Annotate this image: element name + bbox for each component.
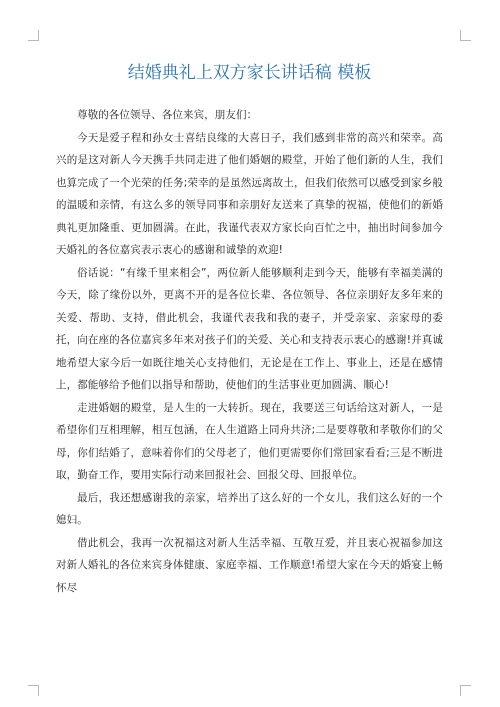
crop-mark-bottom-left	[28, 685, 39, 696]
crop-mark-bottom-right	[460, 685, 471, 696]
paragraph: 走进婚姻的殿堂，是人生的一大转折。现在，我要送三句话给这对新人，一是希望你们互相理解，相互包涵，在人生道路上同舟共济;二是要尊敬和孝敬你们的父母，你们结婚了，意味着你们的父母老了，他们更需要你们常回家看看;三是不断进取，勤奋工作，要用实际行动来回报社会、回报父母、回报单位。	[56, 401, 443, 481]
crop-mark-top-left	[28, 30, 39, 41]
paragraph-salutation: 尊敬的各位领导、各位来宾，朋友们：	[77, 109, 258, 121]
paragraph: 俗话说：“有缘千里来相会”，两位新人能够顺利走到今天，能够有幸福美满的今天，除了缘份以外，更离不开的是各位长辈、各位领导、各位亲朋好友多年来的关爱、帮助、支持，借此机会，我谨代表我和我的妻子，并受亲家、亲家母的委托，向在座的各位嘉宾多年来对孩子们的关爱、关心和支持表示衷心的感谢!并真诚地希望大家今后一如既往地关心支持他们，无论是在工作上、事业上，还是在感情上，都能够给予他们以指导和帮助，使他们的生活事业更加圆满、顺心!	[56, 266, 443, 391]
paragraph: 最后，我还想感谢我的亲家，培养出了这么好的一个女儿，我们这么好的一个媳妇。	[56, 491, 443, 526]
paragraph: 今天是爱子程和孙女士喜结良缘的大喜日子，我们感到非常的高兴和荣幸。高兴的是这对新人今天携手共同走进了他们婚姻的殿堂，开始了他们新的人生，我们也算完成了一个光荣的任务;荣幸的是虽然远离故土，但我们依然可以感受到家乡般的温暖和亲情，有这么多的领导同事和亲朋好友送来了真挚的祝福，使他们的新婚典礼更加隆重、更加圆满。在此，我谨代表双方家长向百忙之中，抽出时间参加今天婚礼的各位嘉宾表示衷心的感谢和诚挚的欢迎!	[56, 131, 443, 256]
crop-mark-top-right	[460, 30, 471, 41]
document-title: 结婚典礼上双方家长讲话稿 模板	[127, 63, 372, 83]
document-body	[56, 58, 443, 599]
paragraph: 借此机会，我再一次祝福这对新人生活幸福、互敬互爱，并且衷心祝福参加这对新人婚礼的各位来宾身体健康、家庭幸福、工作顺意!希望大家在今天的婚宴上畅怀尽	[56, 536, 443, 594]
